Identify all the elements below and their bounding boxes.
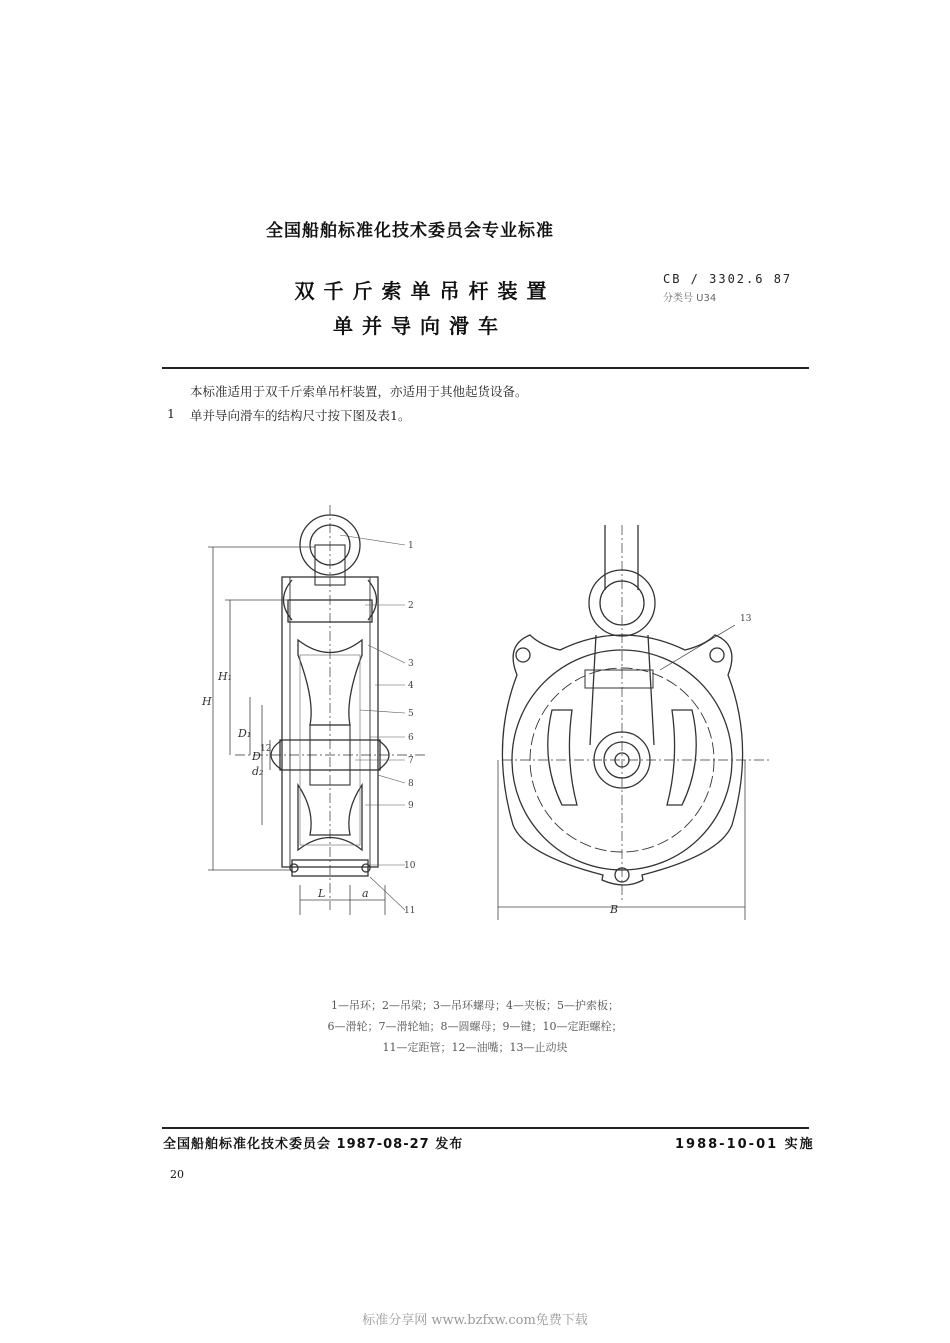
issuing-organization: 全国船舶标准化技术委员会专业标准 [266, 221, 554, 241]
part-number-2: 2 [408, 601, 414, 611]
dim-label-H: H [202, 695, 212, 708]
figure-legend-line-2: 6—滑轮；7—滑轮轴；8—圆螺母；9—键；10—定距螺栓； [327, 1020, 623, 1033]
intro-paragraph: 本标准适用于双千斤索单吊杆装置，亦适用于其他起货设备。 [190, 384, 528, 399]
dim-label-a: a [362, 887, 369, 900]
dim-label-H1: H₁ [218, 670, 233, 683]
classification-number: 分类号 U34 [663, 293, 717, 304]
part-number-11: 11 [404, 906, 416, 916]
clause-text: 单并导向滑车的结构尺寸按下图及表1。 [190, 408, 411, 423]
clause-number: 1 [167, 406, 175, 421]
part-number-12: 12 [260, 744, 272, 754]
part-number-6: 6 [408, 733, 414, 743]
effective-date: 1988-10-01 实施 [675, 1137, 815, 1152]
technical-drawing [180, 505, 800, 925]
dim-label-d2: d₂ [252, 765, 264, 778]
standard-title: 双千斤索单吊杆装置 [294, 279, 556, 303]
dim-label-D: D [252, 750, 261, 763]
part-number-3: 3 [408, 659, 414, 669]
header-rule [162, 367, 809, 369]
issue-date: 全国船舶标准化技术委员会 1987-08-27 发布 [163, 1137, 464, 1152]
figure-legend-line-1: 1—吊环；2—吊梁；3—吊环螺母；4—夹板；5—护索板； [331, 999, 619, 1012]
dim-label-D1: D₁ [238, 727, 252, 740]
part-number-8: 8 [408, 779, 414, 789]
dim-label-B: B [610, 903, 619, 916]
footer-rule [162, 1127, 809, 1129]
page-number: 20 [170, 1168, 184, 1181]
part-number-10: 10 [404, 861, 416, 871]
part-number-1: 1 [408, 541, 414, 551]
standard-subtitle: 单并导向滑车 [333, 314, 507, 338]
part-number-9: 9 [408, 801, 414, 811]
dim-label-L: L [318, 887, 326, 900]
part-number-13: 13 [740, 614, 752, 624]
figure-legend-line-3: 11—定距管；12—油嘴；13—止动块 [382, 1041, 568, 1054]
part-number-4: 4 [408, 681, 414, 691]
part-number-7: 7 [408, 756, 414, 766]
standard-number: CB / 3302.6 87 [663, 272, 793, 286]
site-watermark: 标准分享网 www.bzfxw.com免费下载 [362, 1313, 588, 1328]
part-number-5: 5 [408, 709, 414, 719]
